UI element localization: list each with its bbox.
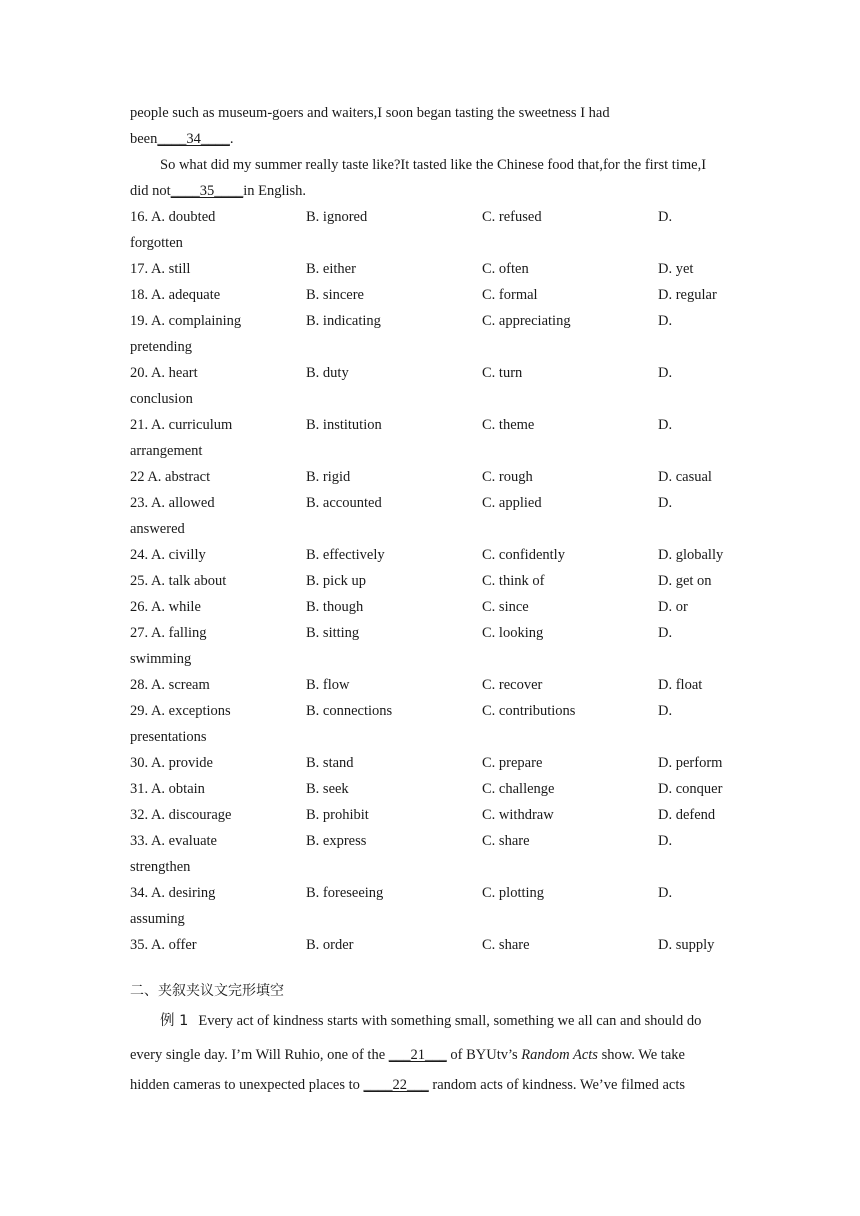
blank-22: ____22___ <box>363 1077 429 1093</box>
question-row <box>130 620 730 646</box>
question-row <box>130 256 730 282</box>
option-d-wrap: presentations <box>130 729 207 745</box>
option-b: B. stand <box>306 755 354 771</box>
example-line <box>130 1004 730 1038</box>
example-label: 例 1 <box>160 1013 189 1029</box>
blank-21: ___21___ <box>388 1047 447 1063</box>
question-row <box>130 776 730 802</box>
show-title: Random Acts <box>521 1047 598 1063</box>
passage-text: in English. <box>243 183 307 199</box>
option-b: B. ignored <box>306 209 368 225</box>
document-page <box>130 100 730 1098</box>
option-a: 27. A. falling <box>130 625 207 641</box>
option-b: B. pick up <box>306 573 367 589</box>
question-row <box>130 672 730 698</box>
question-row <box>130 698 730 724</box>
example-line <box>130 1072 730 1098</box>
option-c: C. share <box>482 833 530 849</box>
option-b: B. flow <box>306 677 350 693</box>
option-d: D. float <box>658 677 703 693</box>
example-text: of BYUtv’s <box>446 1047 522 1063</box>
option-a: 16. A. doubted <box>130 209 216 225</box>
option-c: C. often <box>482 261 529 277</box>
option-b: B. duty <box>306 365 349 381</box>
blank-35: ____35____ <box>170 183 244 199</box>
option-b: B. though <box>306 599 364 615</box>
option-d: D. <box>658 703 673 719</box>
option-b: B. institution <box>306 417 382 433</box>
option-b: B. indicating <box>306 313 381 329</box>
option-a: 19. A. complaining <box>130 313 242 329</box>
option-a: 23. A. allowed <box>130 495 215 511</box>
option-d-wrap: pretending <box>130 339 193 355</box>
question-row <box>130 464 730 490</box>
option-c: C. theme <box>482 417 535 433</box>
option-a: 26. A. while <box>130 599 201 615</box>
option-a: 32. A. discourage <box>130 807 232 823</box>
option-b: B. prohibit <box>306 807 369 823</box>
option-c: C. appreciating <box>482 313 571 329</box>
question-row <box>130 932 730 958</box>
option-d-wrap: strengthen <box>130 859 191 875</box>
question-row <box>130 282 730 308</box>
option-d: D. globally <box>658 547 724 563</box>
example-text: every single day. I’m Will Ruhio, one of the <box>130 1047 389 1063</box>
example-text: hidden cameras to unexpected places to <box>130 1077 364 1093</box>
passage-text: . <box>229 131 234 147</box>
blank-34: ____34____ <box>157 131 230 147</box>
option-a: 30. A. provide <box>130 755 213 771</box>
option-d: D. <box>658 833 673 849</box>
option-a: 29. A. exceptions <box>130 703 231 719</box>
option-d: D. supply <box>658 937 715 953</box>
option-d-wrap: answered <box>130 521 185 537</box>
option-d: D. <box>658 885 673 901</box>
option-d: D. <box>658 313 673 329</box>
question-row <box>130 490 730 516</box>
option-b: B. connections <box>306 703 393 719</box>
example-text: random acts of kindness. We’ve filmed acts <box>428 1077 686 1093</box>
option-c: C. confidently <box>482 547 565 563</box>
passage-line <box>130 126 730 152</box>
option-b: B. effectively <box>306 547 385 563</box>
option-d-wrap: assuming <box>130 911 185 927</box>
option-a: 21. A. curriculum <box>130 417 233 433</box>
option-c: C. since <box>482 599 529 615</box>
question-row <box>130 412 730 438</box>
option-d: D. yet <box>658 261 694 277</box>
option-c: C. think of <box>482 573 545 589</box>
question-row <box>130 308 730 334</box>
question-row <box>130 802 730 828</box>
option-d: D. <box>658 417 673 433</box>
option-a: 33. A. evaluate <box>130 833 217 849</box>
option-d: D. or <box>658 599 688 615</box>
option-b: B. seek <box>306 781 349 797</box>
option-a: 31. A. obtain <box>130 781 205 797</box>
option-d-wrap: arrangement <box>130 443 203 459</box>
option-c: C. recover <box>482 677 543 693</box>
question-row <box>130 568 730 594</box>
option-d: D. defend <box>658 807 716 823</box>
option-c: C. formal <box>482 287 538 303</box>
option-a: 28. A. scream <box>130 677 210 693</box>
option-a: 22 A. abstract <box>130 469 211 485</box>
option-d-wrap: swimming <box>130 651 192 667</box>
option-c: C. withdraw <box>482 807 554 823</box>
option-b: B. sincere <box>306 287 364 303</box>
option-c: C. refused <box>482 209 542 225</box>
option-a: 24. A. civilly <box>130 547 206 563</box>
option-d-wrap: conclusion <box>130 391 193 407</box>
question-row <box>130 360 730 386</box>
question-row <box>130 542 730 568</box>
option-b: B. order <box>306 937 354 953</box>
option-c: C. contributions <box>482 703 576 719</box>
question-row <box>130 828 730 854</box>
option-c: C. plotting <box>482 885 545 901</box>
option-a: 25. A. talk about <box>130 573 227 589</box>
example-text: show. We take <box>597 1047 685 1063</box>
question-row <box>130 204 730 230</box>
option-d: D. <box>658 495 673 511</box>
example-text: Every act of kindness starts with something small, something we all can and should do <box>198 1013 702 1029</box>
question-row <box>130 880 730 906</box>
option-b: B. accounted <box>306 495 382 511</box>
option-d: D. regular <box>658 287 717 303</box>
passage-line: So what did my summer really taste like?It tasted like the Chinese food that,for the first time,I <box>160 157 707 173</box>
option-a: 18. A. adequate <box>130 287 221 303</box>
option-c: C. rough <box>482 469 533 485</box>
option-b: B. rigid <box>306 469 351 485</box>
option-a: 35. A. offer <box>130 937 197 953</box>
option-c: C. turn <box>482 365 523 381</box>
option-d: D. perform <box>658 755 723 771</box>
option-b: B. sitting <box>306 625 360 641</box>
section-title: 二、夹叙夹议文完形填空 <box>130 983 284 999</box>
option-d: D. <box>658 365 673 381</box>
option-b: B. either <box>306 261 356 277</box>
passage-line <box>130 178 730 204</box>
option-d: D. get on <box>658 573 712 589</box>
option-b: B. express <box>306 833 367 849</box>
option-a: 17. A. still <box>130 261 191 277</box>
option-d: D. conquer <box>658 781 723 797</box>
option-a: 34. A. desiring <box>130 885 216 901</box>
example-line <box>130 1038 730 1072</box>
option-d: D. <box>658 625 673 641</box>
option-c: C. challenge <box>482 781 555 797</box>
question-list <box>130 204 730 958</box>
question-row <box>130 594 730 620</box>
option-c: C. prepare <box>482 755 543 771</box>
option-d: D. <box>658 209 673 225</box>
option-c: C. share <box>482 937 530 953</box>
option-d: D. casual <box>658 469 712 485</box>
option-c: C. looking <box>482 625 544 641</box>
option-d-wrap: forgotten <box>130 235 183 251</box>
option-c: C. applied <box>482 495 542 511</box>
passage-text: did not <box>130 183 171 199</box>
option-b: B. foreseeing <box>306 885 384 901</box>
passage-line: people such as museum-goers and waiters,I soon began tasting the sweetness I had <box>130 105 610 121</box>
option-a: 20. A. heart <box>130 365 198 381</box>
question-row <box>130 750 730 776</box>
passage-text: been <box>130 131 158 147</box>
